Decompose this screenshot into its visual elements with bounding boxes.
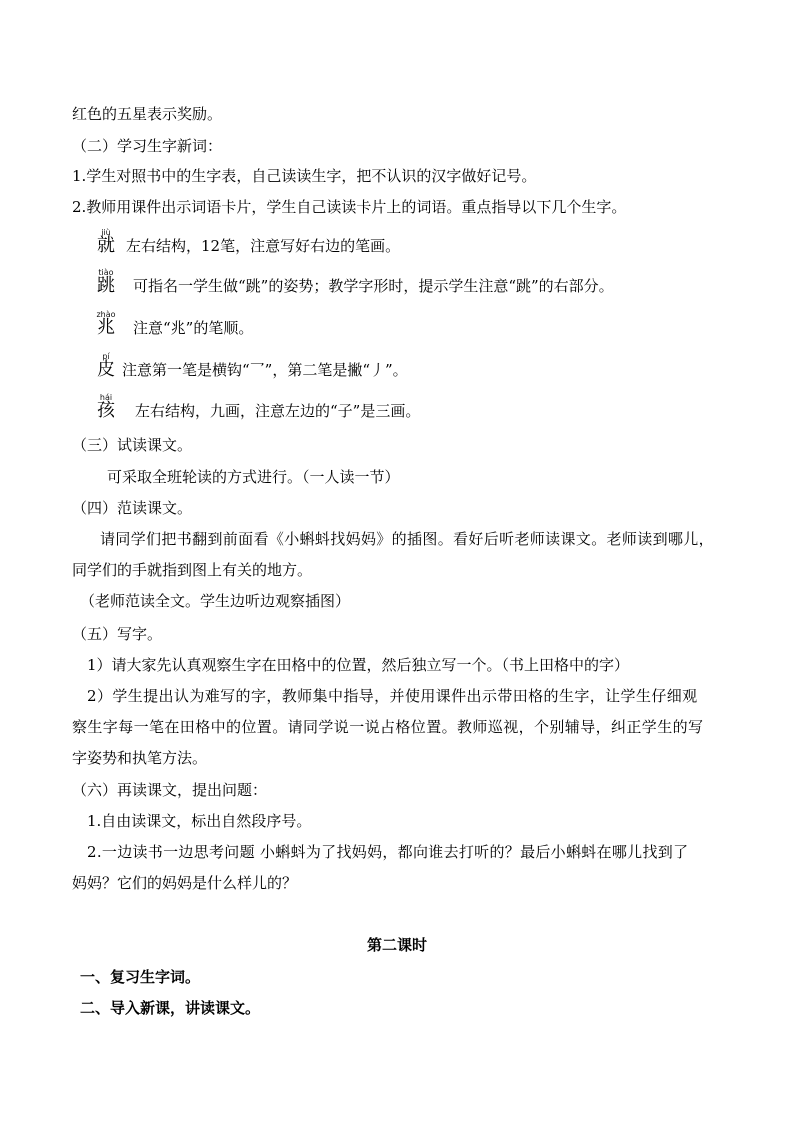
section-heading: （二）学习生字新词：: [72, 137, 223, 155]
text-line: 察生字每一笔在田格中的位置。请同学说一说占格位置。教师巡视，个别辅导，纠正学生的写: [72, 718, 704, 736]
text-line: 请同学们把书翻到前面看《小蝌蚪找妈妈》的插图。看好后听老师读课文。老师读到哪儿，: [100, 530, 715, 548]
text-line: 2.教师用课件出示词语卡片，学生自己读读卡片上的词语。重点指导以下几个生字。: [72, 198, 627, 216]
lesson-title: 第二课时: [366, 936, 427, 954]
text-line: 1）请大家先认真观察生字在田格中的位置，然后独立写一个。（书上田格中的字）: [87, 656, 630, 674]
char-note: 左右结构，九画，注意左边的“子”是三画。: [135, 402, 421, 420]
char-note: 注意“兆”的笔顺。: [133, 319, 254, 337]
section-heading: （六）再读课文，提出问题：: [72, 781, 268, 799]
pinyin-label: zhào: [96, 310, 116, 319]
lesson-step: 二、导入新课，讲读课文。: [80, 999, 261, 1017]
section-heading: （四）范读课文。: [72, 499, 193, 517]
hanzi-char: 跳: [97, 275, 115, 296]
text-line: 字姿势和执笔方法。: [72, 749, 208, 767]
char-note: 可指名一学生做“跳”的姿势；教学字形时，提示学生注意“跳”的右部分。: [133, 277, 614, 295]
pinyin-label: pí: [102, 352, 110, 361]
text-line: 同学们的手就指到图上有关的地方。: [72, 561, 313, 579]
text-line: 1.学生对照书中的生字表，自己读读生字，把不认识的汉字做好记号。: [72, 167, 537, 185]
section-heading: （五）写字。: [72, 625, 163, 643]
char-note: 注意第一笔是横钩“乛”，第二笔是撇“丿”。: [122, 361, 408, 379]
hanzi-char: 兆: [97, 317, 115, 338]
pinyin-label: jiù: [101, 228, 111, 237]
pinyin-label: tiào: [98, 268, 114, 277]
text-line: 可采取全班轮读的方式进行。（一人读一节）: [107, 468, 400, 486]
text-line: 2.一边读书一边思考问题 小蝌蚪为了找妈妈，都向谁去打听的？最后小蝌蚪在哪儿找到了: [87, 843, 689, 861]
text-line: 红色的五星表示奖励。: [72, 105, 223, 123]
hanzi-char: 就: [97, 235, 115, 256]
text-line: 妈妈？它们的妈妈是什么样儿的？: [72, 874, 298, 892]
pinyin-label: hái: [99, 393, 113, 402]
lesson-step: 一、复习生字词。: [80, 968, 201, 986]
hanzi-char: 孩: [97, 400, 115, 421]
text-line: 1.自由读课文，标出自然段序号。: [87, 812, 312, 830]
text-line: 2）学生提出认为难写的字，教师集中指导，并使用课件出示带田格的生字，让学生仔细观: [87, 687, 698, 705]
section-heading: （三）试读课文。: [72, 436, 193, 454]
char-note: 左右结构，12笔，注意写好右边的笔画。: [126, 237, 401, 255]
text-line: （老师范读全文。学生边听边观察插图）: [80, 592, 351, 610]
hanzi-char: 皮: [97, 359, 115, 380]
